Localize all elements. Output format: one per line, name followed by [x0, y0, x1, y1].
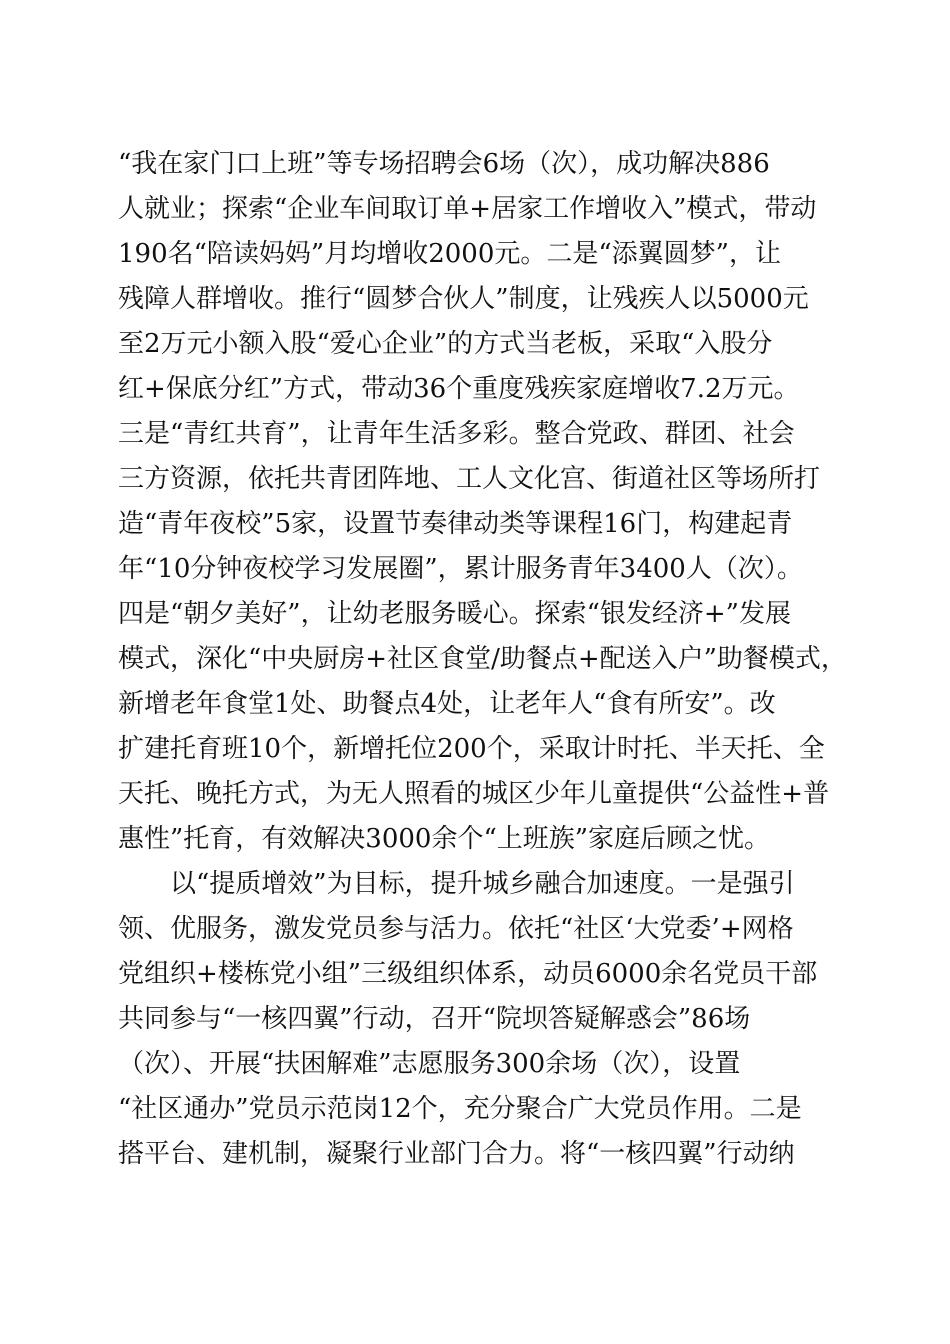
text-line: 以“提质增效”为目标，提升城乡融合加速度。一是强引 — [118, 869, 795, 899]
text-line: “我在家门口上班”等专场招聘会6场（次），成功解决886 — [118, 149, 770, 179]
text-line: 党组织+楼栋党小组”三级组织体系，动员6000余名党员干部 — [118, 959, 818, 989]
text-line: 三是“青红共育”，让青年生活多彩。整合党政、群团、社会 — [118, 419, 795, 449]
text-line: 至2万元小额入股“爱心企业”的方式当老板，采取“入股分 — [118, 329, 773, 359]
text-line: 三方资源，依托共青团阵地、工人文化宫、街道社区等场所打 — [118, 464, 821, 494]
text-line: 残障人群增收。推行“圆梦合伙人”制度，让残疾人以5000元 — [118, 284, 809, 314]
text-line: 红+保底分红”方式，带动36个重度残疾家庭增收7.2万元。 — [118, 374, 800, 404]
text-line: 天托、晚托方式，为无人照看的城区少年儿童提供“公益性+普 — [118, 779, 830, 809]
text-line: （次）、开展“扶困解难”志愿服务300余场（次），设置 — [118, 1049, 741, 1079]
text-line: 造“青年夜校”5家，设置节奏律动类等课程16门，构建起青 — [118, 509, 793, 539]
text-line: 共同参与“一核四翼”行动，召开“院坝答疑解惑会”86场 — [118, 1004, 751, 1034]
text-line: 人就业；探索“企业车间取订单+居家工作增收入”模式，带动 — [118, 194, 817, 224]
text-line: “社区通办”党员示范岗12个，充分聚合广大党员作用。二是 — [118, 1094, 802, 1124]
text-line: 模式，深化“中央厨房+社区食堂/助餐点+配送入户”助餐模式， — [118, 644, 847, 674]
text-line: 年“10分钟夜校学习发展圈”，累计服务青年3400人（次）。 — [118, 554, 803, 584]
text-line: 搭平台、建机制，凝聚行业部门合力。将“一核四翼”行动纳 — [118, 1139, 795, 1169]
text-line: 领、优服务，激发党员参与活力。依托“社区‘大党委’+网格 — [118, 914, 794, 944]
text-line: 惠性”托育，有效解决3000余个“上班族”家庭后顾之忧。 — [118, 824, 771, 854]
text-line: 四是“朝夕美好”，让幼老服务暖心。探索“银发经济+”发展 — [118, 599, 791, 629]
text-line: 新增老年食堂1处、助餐点4处，让老年人“食有所安”。改 — [118, 689, 776, 719]
text-line: 扩建托育班10个，新增托位200个，采取计时托、半天托、全 — [118, 734, 825, 764]
text-line: 190名“陪读妈妈”月均增收2000元。二是“添翼圆梦”，让 — [118, 239, 781, 269]
